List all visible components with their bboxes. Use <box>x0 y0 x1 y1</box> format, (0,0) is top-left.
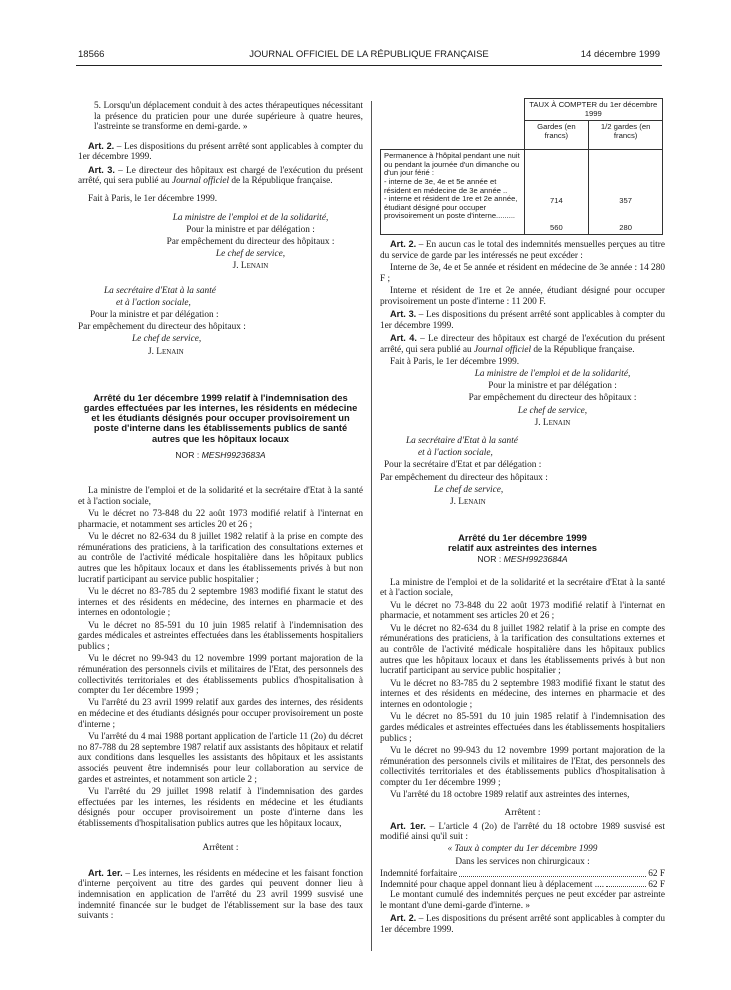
right-fait: Fait à Paris, le 1er décembre 1999. <box>390 356 520 367</box>
services-non-chirurgicaux: Dans les services non chirurgicaux : <box>455 856 590 867</box>
right-art3: Art. 3. – Les dispositions du présent arrêté sont applicables à compter du 1er décembre 1999. <box>380 308 665 331</box>
montant-cumule: Le montant cumulé des indemnités perçues ne peut excéder par astreinte le montant d'une demi-garde d'interne. » <box>380 890 665 911</box>
decree-title-astreintes-2: relatif aux astreintes des internes <box>447 542 598 554</box>
column-divider <box>371 101 372 951</box>
indemnite-deplacement-row: Indemnité pour chaque appel donnant lieu à déplacement .... 62 F <box>380 879 665 890</box>
nor-reference: NOR : MESH9923683A <box>175 449 266 460</box>
astreinte-item-5: 5. Lorsqu'un déplacement conduit à des actes thérapeutiques nécessitant la présence du praticien pour une durée supérieure à quatre heures, l'astreinte se transforme en demi-garde. » <box>94 101 363 133</box>
left-signature-1: La ministre de l'emploi et de la solidarité, Pour la ministre et par délégation : Par empêchement du directeur des hôpitaux : Le chef de service, J. Lenain <box>166 212 335 272</box>
right-vu-3: Vu le décret no 83-785 du 2 septembre 1983 modifié fixant le statut des internes et des résidents en médecine, des internes en pharmacie et des internes en odontologie ; <box>380 678 665 710</box>
indemnite-forfaitaire-row: Indemnité forfaitaire 62 F <box>380 868 665 879</box>
right-vu-6: Vu l'arrêté du 18 octobre 1989 relatif aux astreintes des internes, <box>390 790 630 801</box>
issue-date: 14 décembre 1999 <box>580 49 660 60</box>
col-gardes: Gardes (en francs) <box>524 121 589 150</box>
left-vu-3: Vu le décret no 83-785 du 2 septembre 1983 modifié fixant le statut des internes et des résidents en médecine, des internes en pharmacie et des internes en odontologie ; <box>78 586 363 619</box>
page-number: 18566 <box>78 49 105 60</box>
nor-reference-2: NOR : MESH9923684A <box>477 553 568 564</box>
rates-table-header: TAUX À COMPTER du 1er décembre 1999 <box>524 99 663 121</box>
rates-table <box>380 98 663 235</box>
demi-gardes-values: 357 280 <box>589 150 663 235</box>
taux-heading: « Taux à compter du 1er décembre 1999 <box>447 844 598 855</box>
left-vu-5: Vu le décret no 99-943 du 12 novembre 1999 portant majoration de la rémunération des personnels civils et militaires de l'Etat, des personnels des collectivités territoriales et des établissements publics d'hospitalisation à compter du 1er décembre 1999 ; <box>78 654 363 697</box>
left-vu-8: Vu l'arrêté du 29 juillet 1998 relatif à l'indemnisation des gardes effectuées par les internes, les résidents en médecine et les étudiants désignés pour occuper provisoirement un poste d'interne dans les établissements d'hospitalisation publics autres que les hôpitaux locaux, <box>78 787 363 830</box>
right-column <box>380 98 665 937</box>
right-vu-1: Vu le décret no 73-848 du 22 août 1973 modifié relatif à l'internat en pharmacie, et notamment ses articles 20 et 26 ; <box>380 600 665 622</box>
right-vu-4: Vu le décret no 85-591 du 10 juin 1985 relatif à l'indemnisation des gardes médicales et astreintes effectuées dans les établissements hospitaliers publics ; <box>380 712 665 744</box>
left-art3: Art. 3. – Le directeur des hôpitaux est chargé de l'exécution du présent arrêté, qui sera publié au Journal officiel de la République française. <box>78 164 363 187</box>
left-intro: La ministre de l'emploi et de la solidarité et la secrétaire d'Etat à la santé et à l'action sociale, <box>78 486 363 507</box>
right-arretent: Arrêtent : <box>504 808 541 819</box>
left-fait: Fait à Paris, le 1er décembre 1999. <box>88 194 218 205</box>
decree-title-gardes: Arrêté du 1er décembre 1999 relatif à l'indemnisation des gardes effectuées par les internes, les résidents en médecine et les étudiants désignés pour occuper provisoirement un poste d'interne dans les établissements publics de santé autres que les hôpitaux locaux <box>83 391 358 444</box>
col-demi-gardes: 1/2 gardes (en francs) <box>589 121 663 150</box>
right-vu-2: Vu le décret no 82-634 du 8 juillet 1982 relatif à la prise en compte des rémunérations des praticiens, à la tarification des consultations externes et au contrôle de l'activité médicale hospitalière dans les hôpitaux publics autres que les hôpitaux locaux et dans les établissements privés à but non lucratif participant au service public hospitalier ; <box>380 623 665 677</box>
right-art1: Art. 1er. – L'article 4 (2o) de l'arrêté du 18 octobre 1989 susvisé est modifié ainsi qu'il suit : <box>380 820 665 843</box>
right-art2: Art. 2. – En aucun cas le total des indemnités mensuelles perçues au titre du service de garde par les intéressés ne peut excéder : <box>380 239 665 261</box>
page-header <box>78 50 660 62</box>
right-intro: La ministre de l'emploi et de la solidarité et la secrétaire d'Etat à la santé et à l'action sociale, <box>380 577 665 599</box>
left-column <box>78 101 363 924</box>
journal-title: JOURNAL OFFICIEL DE LA RÉPUBLIQUE FRANÇAISE <box>249 49 489 60</box>
left-vu-4: Vu le décret no 85-591 du 10 juin 1985 relatif à l'indemnisation des gardes médicales et astreintes effectuées dans les établissements hospitaliers publics ; <box>78 620 363 652</box>
right-signature-1: La ministre de l'emploi et de la solidarité, Pour la ministre et par délégation : Par empêchement du directeur des hôpitaux : Le chef de service, J. Lenain <box>468 368 637 428</box>
header-rule <box>76 65 662 66</box>
left-art2: Art. 2. – Les dispositions du présent arrêté sont applicables à compter du 1er décembre 1999. <box>78 140 363 163</box>
gardes-values: 714 560 <box>524 150 589 235</box>
right-vu-5: Vu le décret no 99-943 du 12 novembre 1999 portant majoration de la rémunération des personnels civils et militaires de l'Etat, des personnels des collectivités territoriales et des établissements publics d'hospitalisation à compter du 1er décembre 1999 ; <box>380 745 665 788</box>
right-art4: Art. 4. – Le directeur des hôpitaux est chargé de l'exécution du présent arrêté, qui sera publié au Journal officiel de la République française. <box>380 332 665 355</box>
left-vu-1: Vu le décret no 73-848 du 22 août 1973 modifié relatif à l'internat en pharmacie, et notamment ses articles 20 et 26 ; <box>78 508 363 530</box>
decree-title-astreintes-1: Arrêté du 1er décembre 1999 <box>458 532 587 544</box>
left-arretent: Arrêtent : <box>202 843 239 854</box>
left-vu-7: Vu l'arrêté du 4 mai 1988 portant application de l'article 11 (2o) du décret no 87-788 du 28 septembre 1987 relatif aux assistants des hôpitaux et relatif aux conditions dans lesquelles les assistants des hôpitaux et les assistants associés peuvent être indemnisés pour leur collaboration au service de gardes et astreintes, et notamment son article 2 ; <box>78 732 363 785</box>
right-art2b: Art. 2. – Les dispositions du présent arrêté sont applicables à compter du 1er décembre 1999. <box>380 913 665 935</box>
left-signature-2: La secrétaire d'Etat à la santé et à l'action sociale, Pour la ministre et par délégation : Par empêchement du directeur des hôpitaux : Le chef de service, J. Lenain <box>78 285 246 357</box>
right-signature-2: La secrétaire d'Etat à la santé et à l'action sociale, Pour la secrétaire d'Etat et par délégation : Par empêchement du directeur des hôpitaux : Le chef de service, J. Lenain <box>380 435 548 507</box>
permanence-description: Permanence à l'hôpital pendant une nuit ou pendant la journée d'un dimanche ou d'un jour férié : - interne de 3e, 4e et 5e année et résident en médecine de 3e année .. - interne et résident de 1re et 2e année, étudiant désigné pour occuper provisoirement un poste d'interne......... <box>381 150 525 235</box>
left-vu-2: Vu le décret no 82-634 du 8 juillet 1982 relatif à la prise en compte des rémunérations des praticiens, à la tarification des consultations externes et au contrôle de l'activité médicale hospitalière dans les hôpitaux publics autres que les hôpitaux locaux et dans les établissements privés à but non lucratif participant au service public hospitalier ; <box>78 531 363 585</box>
right-art2-line2: Interne et résident de 1re et 2e année, étudiant désigné pour occuper provisoirement un poste d'interne : 11 200 F. <box>380 286 665 307</box>
right-art2-line1: Interne de 3e, 4e et 5e année et résident en médecine de 3e année : 14 280 F ; <box>380 263 665 284</box>
left-art1: Art. 1er. – Les internes, les résidents en médecine et les faisant fonction d'interne perçoivent au titre des gardes qui peuvent donner lieu à indemnisation en application de l'arrêté du 23 avril 1999 susvisé une indemnité financée sur le budget de l'établissement sur la base des taux suivants : <box>78 867 363 922</box>
left-vu-6: Vu l'arrêté du 23 avril 1999 relatif aux gardes des internes, des résidents en médecine et des étudiants désignés pour occuper provisoirement un poste d'interne ; <box>78 698 363 730</box>
